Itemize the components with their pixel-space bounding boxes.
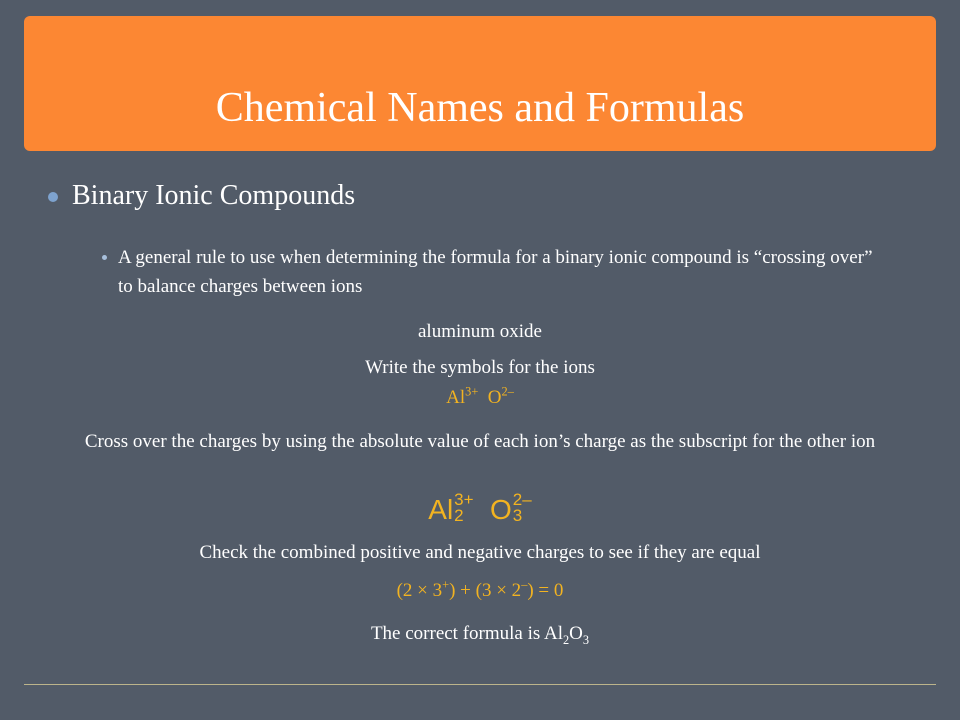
ion1-charge: 3+ bbox=[465, 384, 479, 399]
result-oxygen: O bbox=[569, 623, 583, 644]
ion2-charge: 2– bbox=[501, 384, 514, 399]
step2-text: Cross over the charges by using the absolute value of each ion’s charge as the subscript for the other ion bbox=[84, 431, 876, 452]
crossed-ion2-charge: 2– bbox=[512, 490, 532, 509]
crossed-ion2-subscript: 3 bbox=[512, 506, 523, 525]
footer-divider bbox=[24, 684, 936, 685]
crossed-ion2 bbox=[490, 492, 532, 528]
slide-title: Chemical Names and Formulas bbox=[215, 85, 745, 131]
bullet-level1-text: Binary Ionic Compounds bbox=[72, 180, 356, 211]
equation-part1: (2 × 3 bbox=[396, 580, 443, 601]
equation-sup2: – bbox=[521, 577, 528, 592]
equation-sup1: + bbox=[442, 577, 450, 592]
step1-text: Write the symbols for the ions bbox=[365, 357, 595, 378]
crossed-ions bbox=[0, 492, 960, 528]
sub-bullet-dot-icon bbox=[102, 255, 107, 260]
ion2-symbol: O bbox=[487, 387, 502, 408]
compound-name: aluminum oxide bbox=[417, 321, 542, 342]
ion-symbols bbox=[0, 384, 960, 412]
result-prefix: The correct formula is Al bbox=[370, 623, 563, 644]
crossed-ion1-charge: 3+ bbox=[454, 490, 474, 509]
title-bar bbox=[24, 16, 936, 151]
step3-text: Check the combined positive and negative charges to see if they are equal bbox=[199, 542, 761, 563]
charge-check-equation bbox=[0, 577, 960, 605]
bullet-dot-icon bbox=[48, 192, 58, 202]
result-subscript1: 2 bbox=[562, 632, 570, 647]
crossed-ion1-subscript: 2 bbox=[454, 506, 464, 525]
crossed-ion2-symbol: O bbox=[490, 494, 512, 525]
equation-part2: ) + (3 × 2 bbox=[449, 580, 522, 601]
equation-part3: ) = 0 bbox=[527, 580, 564, 601]
result-text bbox=[0, 620, 960, 648]
crossed-ion1-symbol: Al bbox=[428, 494, 454, 525]
bullet-level2-text: A general rule to use when determining the formula for a binary ionic compound is “crossing over” to balance charges between ions bbox=[118, 247, 873, 297]
result-subscript2: 3 bbox=[582, 632, 590, 647]
ion1-symbol: Al bbox=[446, 387, 466, 408]
crossed-ion1 bbox=[428, 492, 485, 528]
